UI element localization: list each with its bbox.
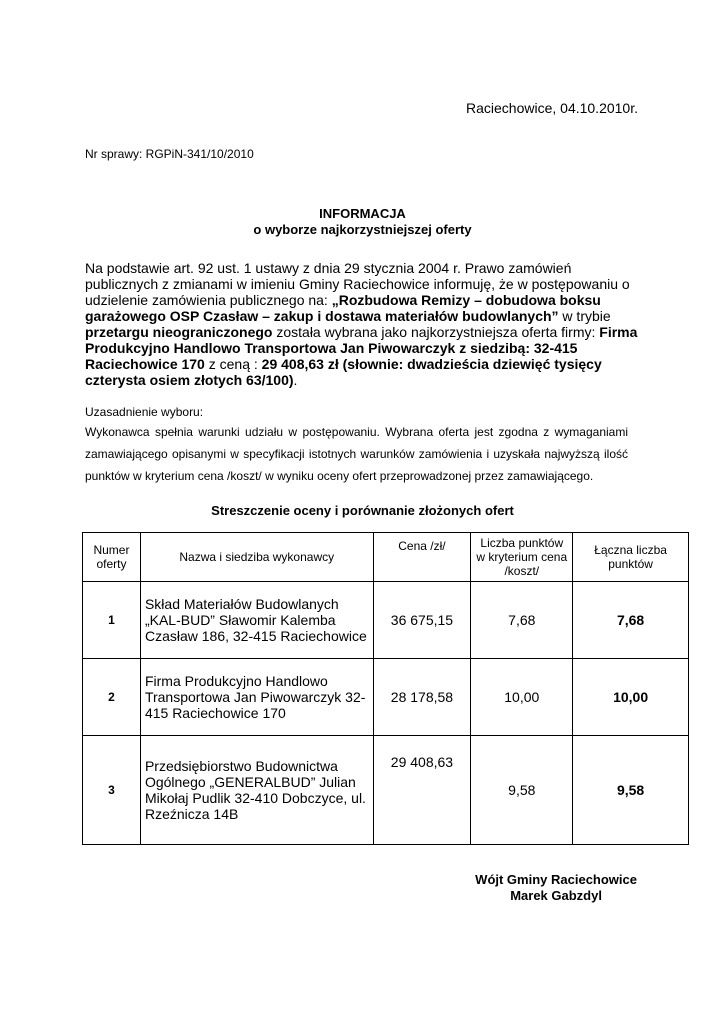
body-bold-4: 29 408,63 zł (słownie: dwadzieścia dziewięć tysięcy czterysta osiem złotych 63/100) xyxy=(85,356,602,388)
document-title xyxy=(0,206,725,238)
justification-heading: Uzasadnienie wyboru: xyxy=(85,405,204,419)
body-text-3: została wybrana jako najkorzystniejsza oferta firmy: xyxy=(272,324,600,340)
table-row xyxy=(83,736,689,845)
signer-title: Wójt Gminy Raciechowice xyxy=(475,872,637,887)
case-number: Nr sprawy: RGPiN-341/10/2010 xyxy=(85,147,254,161)
offer-total: 9,58 xyxy=(573,736,689,845)
document-date: Raciechowice, 04.10.2010r. xyxy=(466,100,638,116)
header-contractor: Nazwa i siedziba wykonawcy xyxy=(140,533,373,582)
offer-number: 1 xyxy=(83,582,141,659)
offer-contractor: Firma Produkcyjno Handlowo Transportowa Jan Piwowarczyk 32-415 Raciechowice 170 xyxy=(140,659,373,736)
body-bold-2: przetargu nieograniczonego xyxy=(85,324,273,340)
body-text-2: w trybie xyxy=(558,308,611,324)
body-bold-1: „Rozbudowa Remizy – dobudowa boksu garażowego OSP Czasław – zakup i dostawa materiałów budowlanych” xyxy=(85,292,601,324)
offer-contractor: Przedsiębiorstwo Budownictwa Ogólnego „GENERALBUD” Julian Mikołaj Pudlik 32-410 Dobczyce, ul. Rzeźnicza 14B xyxy=(140,736,373,845)
table-header-row xyxy=(83,533,689,582)
body-bold-3: Firma Produkcyjno Handlowo Transportowa Jan Piwowarczyk z siedzibą: 32-415 Raciechowice 170 xyxy=(85,324,638,372)
justification-text: Wykonawca spełnia warunki udziału w postępowaniu. Wybrana oferta jest zgodna z wymaganiami zamawiającego opisanymi w specyfikacji istotnych warunków zamówienia i uzyskała najwyższą ilość punktów w kryterium cena /koszt/ w wyniku oceny ofert przeprowadzonej przez zamawiającego. xyxy=(85,425,628,483)
offer-points: 10,00 xyxy=(471,659,573,736)
offer-total: 10,00 xyxy=(573,659,689,736)
header-total: Łączna liczba punktów xyxy=(573,533,689,582)
offer-total: 7,68 xyxy=(573,582,689,659)
body-text-5: . xyxy=(293,372,298,388)
title-line-2: o wyborze najkorzystniejszej oferty xyxy=(253,222,472,237)
header-price: Cena /zł/ xyxy=(373,533,471,582)
body-text-4: z ceną : xyxy=(204,356,262,372)
offers-table xyxy=(82,532,689,845)
table-row xyxy=(83,582,689,659)
header-points: Liczba punktów w kryterium cena /koszt/ xyxy=(471,533,573,582)
table-caption: Streszczenie oceny i porównanie złożonych ofert xyxy=(211,503,514,518)
table-row xyxy=(83,659,689,736)
offer-price: 29 408,63 xyxy=(373,736,471,845)
offer-number: 3 xyxy=(83,736,141,845)
offer-price: 28 178,58 xyxy=(373,659,471,736)
body-text-1: Na podstawie art. 92 ust. 1 ustawy z dnia 29 stycznia 2004 r. Prawo zamówień publicznych z zmianami w imieniu Gminy Raciechowice informuję, że w postępowaniu o udzielenie zamówienia publicznego na: xyxy=(85,260,630,308)
offer-points: 7,68 xyxy=(471,582,573,659)
offer-price: 36 675,15 xyxy=(373,582,471,659)
offer-points: 9,58 xyxy=(471,736,573,845)
signature-block xyxy=(475,872,637,904)
title-line-1: INFORMACJA xyxy=(319,206,406,221)
signer-name: Marek Gabzdyl xyxy=(510,888,602,903)
header-offer-number: Numer oferty xyxy=(83,533,141,582)
offer-number: 2 xyxy=(83,659,141,736)
body-paragraph xyxy=(85,260,645,388)
offer-contractor: Skład Materiałów Budowlanych „KAL-BUD” Sławomir Kalemba Czasław 186, 32-415 Raciechowice xyxy=(140,582,373,659)
